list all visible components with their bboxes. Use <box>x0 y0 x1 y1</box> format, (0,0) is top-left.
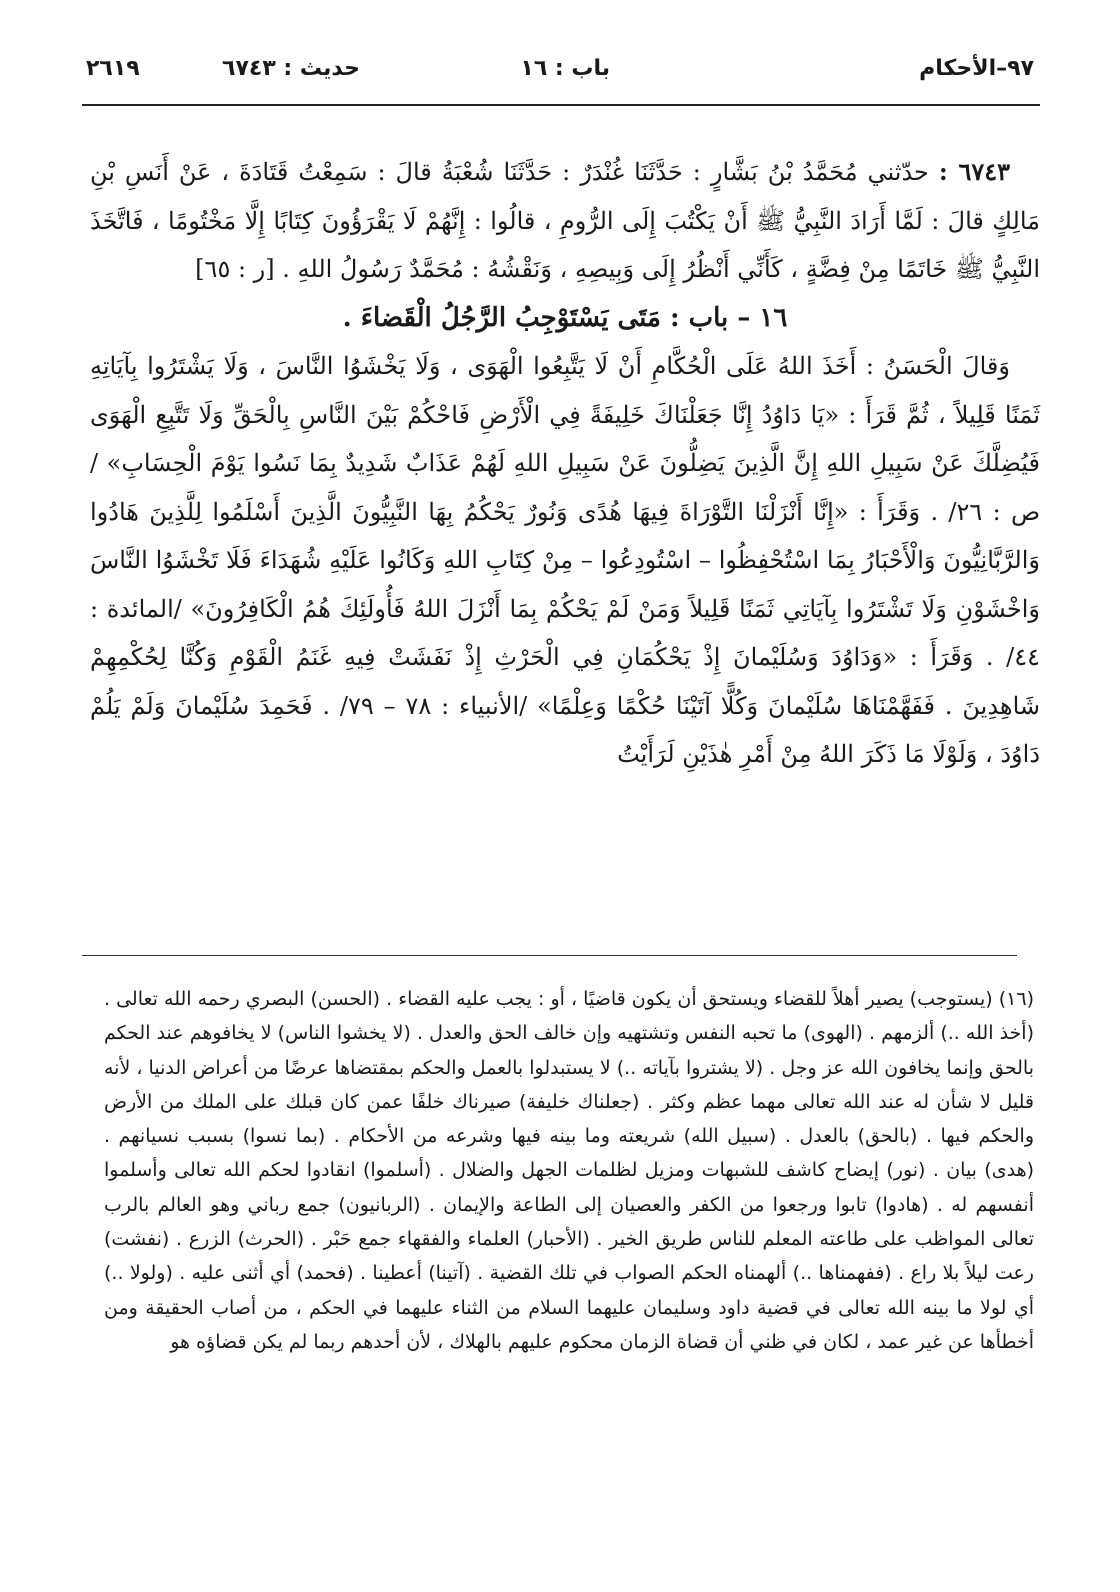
header-page-number: ٢٦١٩ <box>86 56 140 81</box>
header-hadith-number: حديث : ٦٧٤٣ <box>222 56 360 81</box>
hadith-paragraph <box>90 148 1040 294</box>
chapter-text: وَقالَ الْحَسَنُ : أَخَذَ اللهُ عَلَى الْحُكَّامِ أَنْ لَا يَتَّبِعُوا الْهَوَى ، وَلَا يَخْشَوُا النَّاسَ ، وَلَا يَشْتَرُوا بِآيَاتِهِ ثَمَنًا قَلِيلاً ، ثُمَّ قَرَأَ : «يَا دَاوُدُ إِنَّا جَعَلْنَاكَ خَلِيفَةً فِي الْأَرْضِ فَاحْكُمْ بَيْنَ النَّاسِ بِالْحَقِّ وَلَا تَتَّبِعِ الْهَوَى فَيُضِلَّكَ عَنْ سَبِيلِ اللهِ إِنَّ الَّذِينَ يَضِلُّونَ عَنْ سَبِيلِ اللهِ لَهُمْ عَذَابٌ شَدِيدٌ بِمَا نَسُوا يَوْمَ الْحِسَابِ» /ص : ٢٦/ . وَقَرَأَ : «إِنَّا أَنْزَلْنَا التَّوْرَاةَ فِيهَا هُدًى وَنُورٌ يَحْكُمُ بِهَا النَّبِيُّونَ الَّذِينَ أَسْلَمُوا لِلَّذِينَ هَادُوا وَالرَّبَّانِيُّونَ وَالْأَحْبَارُ بِمَا اسْتُحْفِظُوا – اسْتُودِعُوا – مِنْ كِتَابِ اللهِ وَكَانُوا عَلَيْهِ شُهَدَاءَ فَلَا تَخْشَوُا النَّاسَ وَاخْشَوْنِ وَلَا تَشْتَرُوا بِآيَاتِي ثَمَنًا قَلِيلاً وَمَنْ لَمْ يَحْكُمْ بِمَا أَنْزَلَ اللهُ فَأُولَئِكَ هُمُ الْكَافِرُونَ» /المائدة : ٤٤/ . وَقَرَأَ : «وَدَاوُدَ وَسُلَيْمانَ إِذْ يَحْكُمَانِ فِي الْحَرْثِ إِذْ نَفَشَتْ فِيهِ غَنَمُ الْقَوْمِ وَكُنَّا لِحُكْمِهِمْ شَاهِدِينَ . فَفَهَّمْنَاهَا سُلَيْمانَ وَكُلًّا آتَيْنَا حُكْمًا وَعِلْمًا» /الأنبياء : ٧٨ – ٧٩/ . فَحَمِدَ سُلَيْمانَ وَلَمْ يَلُمْ دَاوُدَ ، وَلَوْلَا مَا ذَكَرَ اللهُ مِنْ أَمْرِ هٰذَيْنِ لَرَأَيْتُ <box>90 352 1041 768</box>
hadith-number: ٦٧٤٣ : <box>938 157 1010 186</box>
footnote-divider <box>82 955 1017 956</box>
hadith-text: حدّثني مُحَمَّدُ بْنُ بَشَّارٍ : حَدَّثَنَا غُنْدَرٌ : حَدَّثَنَا شُعْبَةُ قالَ : سَمِعْتُ قَتَادَةَ ، عَنْ أَنَسِ بْنِ مَالِكٍ قالَ : لَمَّا أَرَادَ النَّبِيُّ ﷺ أَنْ يَكْتُبَ إِلَى الرُّومِ ، قالُوا : إِنَّهُمْ لَا يَقْرَؤُونَ كِتَابًا إِلَّا مَخْتُومًا ، فَاتَّخَذَ النَّبِيُّ ﷺ خَاتَمًا مِنْ فِضَّةٍ ، كَأَنِّي أَنْظُرُ إِلَى وَبِيصِهِ ، وَنَقْشُهُ : مُحَمَّدٌ رَسُولُ اللهِ . [ر : ٦٥] <box>90 158 1040 283</box>
footnote-text: (١٦) (يستوجب) يصير أهلاً للقضاء ويستحق أن يكون قاضيًا ، أو : يجب عليه القضاء . (الحسن) البصري رحمه الله تعالى . (أخذ الله ..) ألزمهم . (الهوى) ما تحبه النفس وتشتهيه وإن خالف الحق والعدل . (لا يخشوا الناس) لا يخافوهم عند الحكم بالحق وإنما يخافون الله عز وجل . (لا يشتروا بآياته ..) لا يستبدلوا بالعمل والحكم بمقتضاها عرضًا من أعراض الدنيا ، لأنه قليل لا شأن له عند الله تعالى مهما عظم وكثر . (جعلناك خليفة) صيرناك خلفًا عمن كان قبلك على الملك من الأرض والحكم فيها . (بالحق) بالعدل . (سبيل الله) شريعته وما بينه فيها وشرعه من الأحكام . (بما نسوا) بسبب نسيانهم . (هدى) بيان . (نور) إيضاح كاشف للشبهات ومزيل لظلمات الجهل والضلال . (أسلموا) انقادوا لحكم الله تعالى وأسلموا أنفسهم له . (هادوا) تابوا ورجعوا من الكفر والعصيان إلى الطاعة والإيمان . (الربانيون) جمع رباني وهو العالم بالرب تعالى المواظب على طاعته المعلم للناس طريق الخير . (الأحبار) العلماء والفقهاء جمع حَبْر . (الحرث) الزرع . (نفشت) رعت ليلاً بلا راع . (ففهمناها ..) ألهمناه الحكم الصواب في تلك القضية . (آتينا) أعطينا . (فحمد) أي أثنى عليه . (ولولا ..) أي لولا ما بينه الله تعالى في قضية داود وسليمان عليهما السلام من الثناء عليهما في الحكم ، من أصاب الحقيقة ومن أخطأها عن غير عمد ، لكان في ظني أن قضاة الزمان محكوم عليهم بالهلاك ، لأن أحدهم ربما لم يكن قضاؤه هو <box>104 988 1034 1353</box>
running-header <box>82 52 1040 90</box>
main-text <box>90 148 1040 779</box>
header-book-title: ٩٧–الأحكام <box>919 56 1034 81</box>
book-page <box>82 52 1040 1552</box>
header-chapter-number: باب : ١٦ <box>520 56 610 81</box>
footnotes <box>104 982 1034 1359</box>
chapter-title: ١٦ – باب : مَتَى يَسْتَوْجِبُ الرَّجُلُ الْقَضاءَ . <box>342 302 788 333</box>
header-divider <box>82 104 1040 106</box>
